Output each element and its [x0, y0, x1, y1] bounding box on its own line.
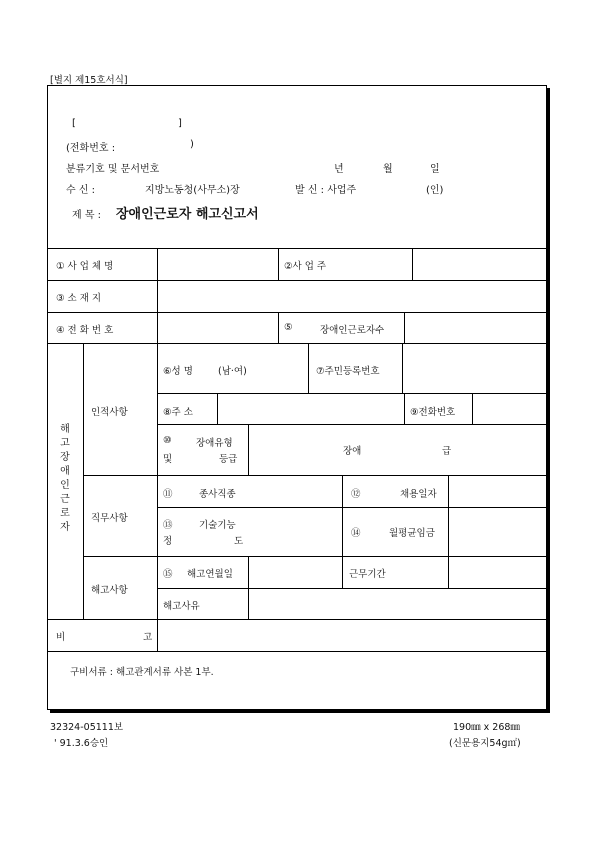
- phone9-label: ⑨전화번호: [410, 407, 456, 418]
- grid-line: [217, 393, 218, 424]
- form-code: 32324-05111보: [50, 722, 124, 733]
- dismissed-worker-section-label: 해고장애인근로자: [60, 424, 70, 533]
- grid-line: [47, 343, 547, 344]
- paper-type: (신문용지54g㎡): [449, 738, 521, 749]
- paper-size: 190㎜ x 268㎜: [453, 722, 520, 733]
- occupation-label: 종사직종: [199, 489, 236, 500]
- grid-line: [404, 393, 405, 424]
- name-label: ⑥성 명: [163, 366, 193, 377]
- personal-info-label: 인적사항: [91, 407, 128, 418]
- grid-line: [47, 280, 547, 281]
- grid-line: [342, 475, 343, 556]
- skill-number: ⑬: [163, 520, 173, 531]
- employer-label: ②사 업 주: [284, 261, 327, 272]
- grid-line: [404, 312, 405, 343]
- remarks-label-end: 고: [143, 632, 153, 643]
- form-number-label: [별지 제15호서식]: [50, 75, 128, 86]
- dismissal-date-label: 해고연월일: [187, 569, 233, 580]
- skill-label: 기술기능: [199, 520, 236, 531]
- disability-type-number: ⑩: [163, 435, 172, 446]
- hire-date-label: 채용일자: [400, 489, 437, 500]
- occupation-number: ⑪: [163, 489, 173, 500]
- grid-line: [157, 424, 547, 425]
- grid-line: [47, 248, 547, 249]
- recipient-value: 지방노동청(사무소)장: [145, 185, 240, 196]
- grid-line: [448, 475, 449, 556]
- resident-number-label: ⑦주민등록번호: [316, 366, 380, 377]
- disability-grade-label: 등급: [219, 454, 238, 465]
- grid-line: [47, 312, 547, 313]
- hire-date-number: ⑫: [351, 489, 361, 500]
- remarks-label-start: 비: [56, 632, 66, 643]
- wage-number: ⑭: [351, 528, 361, 539]
- job-info-label: 직무사항: [91, 513, 128, 524]
- subject-label: 제 목 :: [72, 210, 102, 221]
- phone-open-label: (전화번호 :: [66, 143, 116, 154]
- business-name-label: ① 사 업 체 명: [56, 261, 114, 272]
- grid-line: [278, 312, 279, 343]
- grid-line: [308, 343, 309, 393]
- day-label: 일: [430, 164, 440, 175]
- grid-line: [342, 556, 343, 588]
- attachments-note: 구비서류 : 해고관계서류 사본 1부.: [70, 667, 214, 678]
- disability-type-label: 장애유형: [196, 438, 233, 449]
- grid-line: [412, 248, 413, 280]
- disability-label: 장애: [343, 446, 362, 457]
- grid-line: [248, 424, 249, 475]
- grid-line: [83, 475, 547, 476]
- year-label: 년: [334, 164, 344, 175]
- phone-label: ④ 전 화 번 호: [56, 325, 114, 336]
- approval-date: ' 91.3.6승인: [54, 738, 109, 749]
- recipient-label: 수 신 :: [66, 185, 96, 196]
- grid-line: [157, 588, 547, 589]
- document-title: 장애인근로자 해고신고서: [116, 207, 259, 222]
- grid-line: [47, 651, 547, 652]
- phone-close-label: ): [190, 139, 194, 150]
- grid-line: [47, 619, 547, 620]
- wage-label: 월평균임금: [389, 528, 435, 539]
- skill-level-suffix: 도: [234, 536, 244, 547]
- disabled-count-number: ⑤: [284, 322, 293, 333]
- dismissal-date-number: ⑮: [163, 569, 173, 580]
- work-period-label: 근무기간: [349, 569, 386, 580]
- org-bracket-open: [: [72, 118, 76, 129]
- classification-label: 분류기호 및 문서번호: [66, 164, 160, 175]
- org-bracket-close: ]: [178, 118, 182, 129]
- grid-line: [472, 393, 473, 424]
- grade-label: 급: [442, 446, 452, 457]
- disabled-count-label: 장애인근로자수: [320, 325, 385, 336]
- seal-label: (인): [426, 185, 444, 196]
- grid-line: [157, 248, 158, 651]
- gender-label: (남·여): [218, 366, 247, 377]
- disability-type-and: 및: [163, 454, 173, 465]
- skill-level-label: 정: [163, 536, 173, 547]
- address-label: ⑧주 소: [163, 407, 193, 418]
- grid-line: [83, 556, 547, 557]
- grid-line: [83, 343, 84, 619]
- grid-line: [448, 556, 449, 588]
- location-label: ③ 소 재 지: [56, 293, 102, 304]
- grid-line: [157, 393, 547, 394]
- month-label: 월: [383, 164, 393, 175]
- dismissal-reason-label: 해고사유: [163, 601, 200, 612]
- grid-line: [278, 248, 279, 280]
- grid-line: [402, 343, 403, 393]
- grid-line: [248, 556, 249, 619]
- grid-line: [157, 507, 547, 508]
- dismissal-info-label: 해고사항: [91, 585, 128, 596]
- sender-label: 발 신 : 사업주: [295, 185, 357, 196]
